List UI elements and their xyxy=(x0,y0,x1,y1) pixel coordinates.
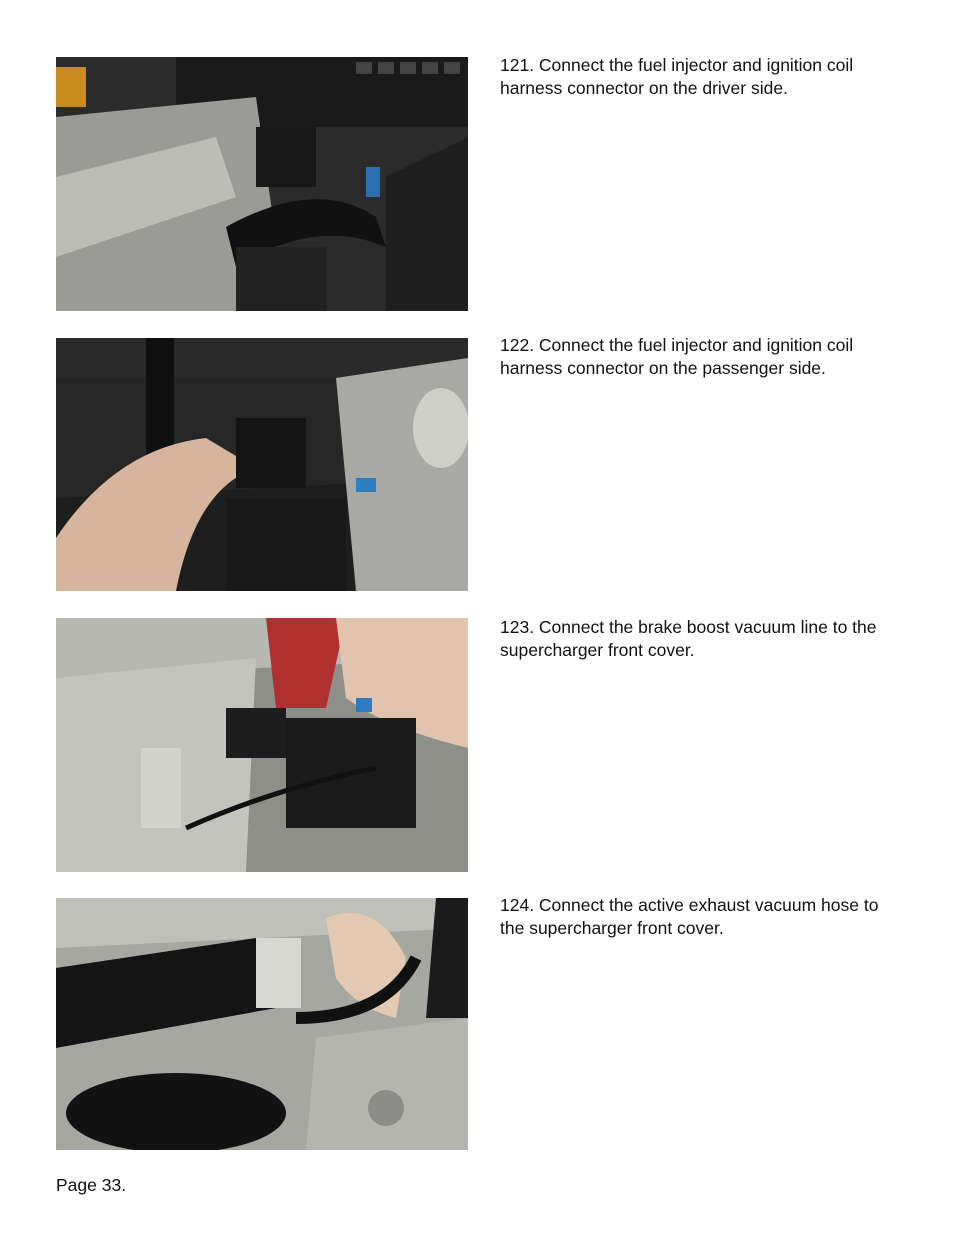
engine-photo-brake-boost-vacuum-line xyxy=(56,618,468,872)
engine-photo-active-exhaust-vacuum-hose xyxy=(56,898,468,1150)
engine-photo-passenger-side-connector xyxy=(56,338,468,591)
step-123-text: 123. Connect the brake boost vacuum line to the supercharger front cover. xyxy=(500,617,877,660)
step-122-text: 122. Connect the fuel injector and ignition coil harness connector on the passenger side. xyxy=(500,335,854,378)
page-number: Page 33. xyxy=(56,1175,127,1195)
engine-photo-driver-side-connector xyxy=(56,57,468,311)
step-124-text: 124. Connect the active exhaust vacuum hose to the supercharger front cover. xyxy=(500,895,879,938)
step-121-text: 121. Connect the fuel injector and ignition coil harness connector on the driver side. xyxy=(500,55,854,98)
